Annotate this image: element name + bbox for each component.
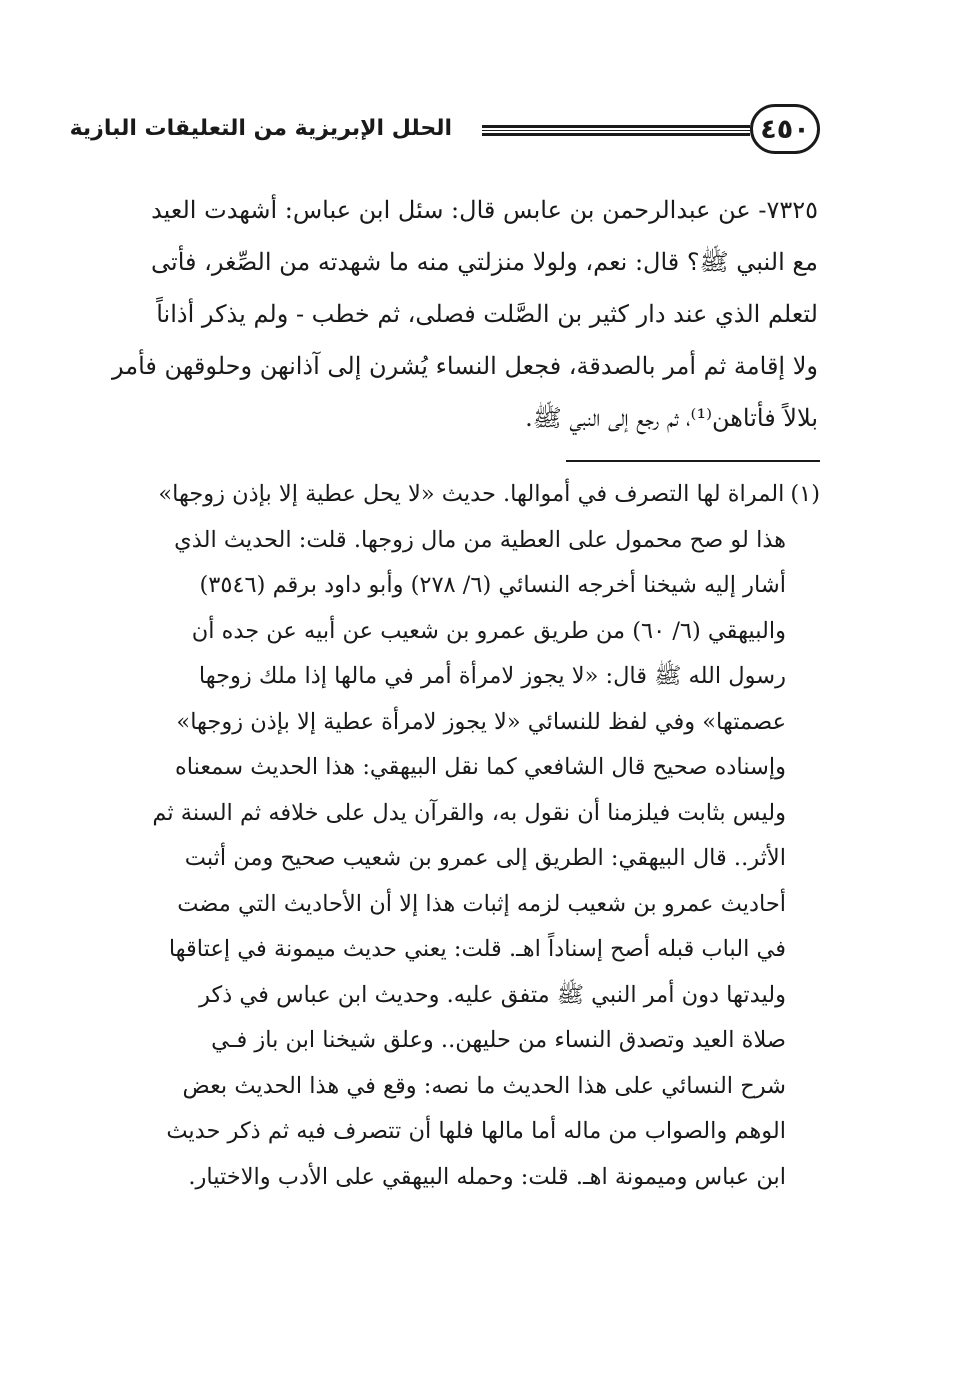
hadith-text: [102, 184, 818, 444]
footnote-line: صلاة العيد وتصدق النساء من حليهن.. وعلق شيخنا ابن باز فـي: [211, 1027, 786, 1053]
page-number: ٤٥٠: [750, 104, 820, 154]
footnote-line: شرح النسائي على هذا الحديث ما نصه: وقع في هذا الحديث بعض: [182, 1072, 786, 1099]
text-line: ٧٣٢٥- عن عبدالرحمن بن عابس قال: سئل ابن عباس: أشهدت العيد: [151, 196, 818, 224]
footnote-line: رسول الله ﷺ قال: «لا يجوز لامرأة أمر في مالها إذا ملك زوجها: [198, 663, 786, 689]
footnote-marker: (١): [790, 481, 820, 507]
footnote-line: وليدتها دون أمر النبي ﷺ متفق عليه. وحديث ابن عباس في ذكر: [199, 981, 786, 1008]
header-rule: [482, 125, 750, 136]
footnote-line: في الباب قبله أصح إسناداً اهـ. قلت: يعني حديث ميمونة في إعتاقها: [168, 936, 786, 962]
text-line: مع النبي ﷺ؟ قال: نعم، ولولا منزلتي منه ما شهدته من الصِّغر، فأتى: [151, 248, 818, 276]
footnote-line: والبيهقي (٦/ ٦٠) من طريق عمرو بن شعيب عن أبيه عن جده أن: [191, 617, 786, 644]
footnote-line: هذا لو صح محمول على العطية من مال زوجها. قلت: الحديث الذي: [174, 526, 786, 553]
text-line: ولا إقامة ثم أمر بالصدقة، فجعل النساء يُشرن إلى آذانهن وحلوقهن فأمر: [112, 352, 818, 380]
footnote-line: وليس بثابت فيلزمنا أن نقول به، والقرآن يدل على خلافه ثم السنة ثم: [152, 799, 786, 826]
footnote-line: ابن عباس وميمونة اهـ. قلت: وحمله البيهقي على الأدب والاختيار.: [188, 1163, 786, 1190]
footnote-line: الأثر.. قال البيهقي: الطريق إلى عمرو بن شعيب صحيح ومن أثبت: [184, 845, 786, 871]
footnote-line: أحاديث عمرو بن شعيب لزمه إثبات هذا إلا أن الأحاديث التي مضت: [177, 890, 786, 917]
footnote: [102, 472, 820, 1200]
footnote-line: وإسناده صحيح قال الشافعي كما نقل البيهقي: هذا الحديث سمعناه: [175, 754, 786, 780]
footnote-separator: [566, 460, 820, 462]
running-title: الحلل الإبريزية من التعليقات البازية: [69, 116, 452, 141]
footnote-line: الوهم والصواب من ماله أما مالها فلها أن تتصرف فيه ثم ذكر حديث: [166, 1118, 786, 1144]
footnote-line: عصمتها» وفي لفظ للنسائي «لا يجوز لامرأة عطية إلا بإذن زوجها»: [176, 708, 786, 735]
running-header: [69, 104, 820, 158]
text-line: بلالاً فأتاهن⁽¹⁾، ثم رجع إلى النبي ﷺ.: [525, 404, 818, 432]
text-line: لتعلم الذي عند دار كثير بن الصَّلت فصلى، ثم خطب - ولم يذكر أذاناً: [156, 300, 818, 328]
footnote-first-text: المراة لها التصرف في أموالها. حديث «لا يحل عطية إلا بإذن زوجها»: [158, 481, 785, 507]
footnote-line: [102, 472, 820, 518]
footnote-line: أشار إليه شيخنا أخرجه النسائي (٦/ ٢٧٨) وأبو داود برقم (٣٥٤٦): [199, 572, 786, 598]
